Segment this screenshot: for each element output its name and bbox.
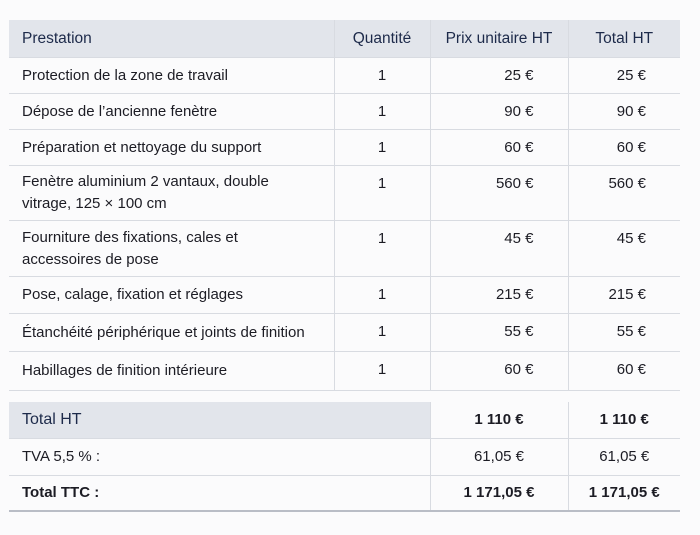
header-quantite: Quantité [334, 20, 430, 58]
header-prestation: Prestation [9, 20, 334, 58]
table-row [9, 314, 680, 352]
total-cell: 90 € [568, 94, 680, 130]
header-prix-unitaire: Prix unitaire HT [430, 20, 568, 58]
quantity-cell: 1 [334, 314, 430, 352]
prestation-cell: Habillages de finition intérieure [9, 352, 334, 391]
table-header [9, 20, 680, 58]
prestation-cell: Fenètre aluminium 2 vantaux, double vitrage, 125 × 100 cm [9, 166, 334, 221]
table-row [9, 130, 680, 166]
total-ht-row [9, 402, 680, 438]
quantity-cell: 1 [334, 58, 430, 94]
unit-price-cell: 25 € [430, 58, 568, 94]
tva-total: 61,05 € [568, 438, 680, 475]
total-ht-label: Total HT [9, 402, 430, 438]
total-ttc-row [9, 475, 680, 511]
prestation-cell: Fourniture des fixations, cales et accessoires de pose [9, 221, 334, 277]
total-ht-unit: 1 110 € [430, 402, 568, 438]
total-cell: 55 € [568, 314, 680, 352]
quantity-cell: 1 [334, 130, 430, 166]
table-row [9, 352, 680, 391]
table-row [9, 166, 680, 221]
unit-price-cell: 60 € [430, 130, 568, 166]
table-row [9, 58, 680, 94]
tva-unit: 61,05 € [430, 438, 568, 475]
unit-price-cell: 215 € [430, 277, 568, 314]
total-cell: 45 € [568, 221, 680, 277]
quantity-cell: 1 [334, 352, 430, 391]
prestation-cell: Pose, calage, fixation et réglages [9, 277, 334, 314]
table-row [9, 94, 680, 130]
table-row [9, 221, 680, 277]
header-total-ht: Total HT [568, 20, 680, 58]
unit-price-cell: 60 € [430, 352, 568, 391]
unit-price-cell: 45 € [430, 221, 568, 277]
tva-row [9, 438, 680, 475]
quantity-cell: 1 [334, 277, 430, 314]
prestation-cell: Dépose de l’ancienne fenètre [9, 94, 334, 130]
table-row [9, 277, 680, 314]
unit-price-cell: 90 € [430, 94, 568, 130]
total-ht-total: 1 110 € [568, 402, 680, 438]
unit-price-cell: 55 € [430, 314, 568, 352]
total-ttc-label: Total TTC : [9, 475, 430, 511]
totals-table [9, 402, 680, 512]
prestation-cell: Préparation et nettoyage du support [9, 130, 334, 166]
prestation-cell: Étanchéité périphérique et joints de finition [9, 314, 334, 352]
total-cell: 215 € [568, 277, 680, 314]
unit-price-cell: 560 € [430, 166, 568, 221]
total-cell: 25 € [568, 58, 680, 94]
total-cell: 60 € [568, 130, 680, 166]
total-ttc-unit: 1 171,05 € [430, 475, 568, 511]
quote-table [9, 20, 680, 391]
total-ttc-total: 1 171,05 € [568, 475, 680, 511]
tva-label: TVA 5,5 % : [9, 438, 430, 475]
quantity-cell: 1 [334, 221, 430, 277]
quantity-cell: 1 [334, 94, 430, 130]
total-cell: 560 € [568, 166, 680, 221]
quantity-cell: 1 [334, 166, 430, 221]
prestation-cell: Protection de la zone de travail [9, 58, 334, 94]
total-cell: 60 € [568, 352, 680, 391]
